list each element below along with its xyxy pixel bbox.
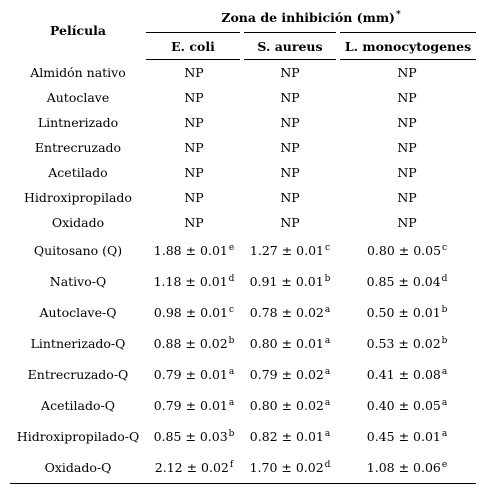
inhibition-value: 0.79 ± 0.02 <box>249 367 324 382</box>
significance-letter: c <box>325 243 331 253</box>
table-row <box>10 60 476 86</box>
inhibition-value-cell <box>242 185 338 210</box>
organism-header-ecoli: E. coli <box>146 33 242 60</box>
inhibition-value: 1.08 ± 0.06 <box>366 460 441 475</box>
inhibition-value-cell <box>146 266 242 297</box>
inhibition-value-cell <box>338 452 476 484</box>
inhibition-value-cell <box>338 110 476 135</box>
significance-letter: a <box>441 429 448 439</box>
table-row <box>10 110 476 135</box>
film-name: Entrecruzado <box>34 140 122 155</box>
table-row <box>10 266 476 297</box>
film-name: Entrecruzado-Q <box>27 367 129 382</box>
inhibition-value-cell <box>242 110 338 135</box>
inhibition-value-cell <box>338 135 476 160</box>
film-name: Autoclave-Q <box>39 305 117 320</box>
inhibition-value-cell <box>242 359 338 390</box>
inhibition-value: 1.70 ± 0.02 <box>249 460 324 475</box>
organism-header-lmonocytogenes: L. monocytogenes <box>338 33 476 60</box>
inhibition-value-cell <box>146 359 242 390</box>
significance-letter: f <box>229 460 234 470</box>
inhibition-value: NP <box>397 115 417 130</box>
film-name: Quitosano (Q) <box>33 243 123 258</box>
inhibition-value-cell <box>242 297 338 328</box>
inhibition-value: NP <box>397 90 417 105</box>
significance-letter: a <box>324 336 331 346</box>
significance-letter: b <box>441 305 448 315</box>
table-row <box>10 160 476 185</box>
significance-letter: d <box>228 274 235 284</box>
inhibition-value: NP <box>280 140 300 155</box>
inhibition-value: 1.18 ± 0.01 <box>153 274 228 289</box>
film-name: Hidroxipropilado <box>24 190 132 205</box>
table-row <box>10 135 476 160</box>
inhibition-value-cell <box>242 390 338 421</box>
inhibition-value-cell <box>146 185 242 210</box>
inhibition-value: NP <box>280 115 300 130</box>
inhibition-value: NP <box>397 65 417 80</box>
table-row <box>10 452 476 484</box>
inhibition-value-cell <box>338 359 476 390</box>
significance-letter: e <box>441 460 448 470</box>
inhibition-value-cell <box>146 60 242 86</box>
inhibition-value-cell <box>146 328 242 359</box>
significance-letter: e <box>228 243 235 253</box>
film-column-header: Película <box>49 23 107 39</box>
inhibition-value: 0.85 ± 0.03 <box>153 429 228 444</box>
film-name: Lintnerizado-Q <box>30 336 126 351</box>
inhibition-value-cell <box>338 185 476 210</box>
inhibition-value-cell <box>242 421 338 452</box>
inhibition-value-cell <box>146 135 242 160</box>
inhibition-value-cell <box>338 390 476 421</box>
film-name: Almidón nativo <box>30 64 126 80</box>
inhibition-value: 2.12 ± 0.02 <box>154 460 229 475</box>
inhibition-value-cell <box>146 110 242 135</box>
inhibition-value: NP <box>280 65 300 80</box>
inhibition-value: 0.85 ± 0.04 <box>366 274 441 289</box>
inhibition-value-cell <box>242 135 338 160</box>
film-name: Oxidado-Q <box>10 452 146 484</box>
inhibition-value: 0.50 ± 0.01 <box>366 305 441 320</box>
inhibition-value: 0.88 ± 0.02 <box>153 336 228 351</box>
inhibition-value-cell <box>338 60 476 86</box>
inhibition-value: NP <box>184 140 204 155</box>
inhibition-value: 0.98 ± 0.01 <box>153 305 229 320</box>
inhibition-value-cell <box>242 60 338 86</box>
inhibition-value-cell <box>242 210 338 235</box>
film-name: Nativo-Q <box>49 274 107 289</box>
table-row <box>10 328 476 359</box>
significance-letter: a <box>441 398 448 408</box>
inhibition-value-cell <box>242 266 338 297</box>
significance-letter: d <box>324 460 331 470</box>
significance-letter: b <box>441 336 448 346</box>
significance-letter: c <box>229 305 235 315</box>
inhibition-value-cell <box>146 235 242 266</box>
inhibition-value: 0.79 ± 0.01 <box>153 367 228 382</box>
inhibition-value: 0.45 ± 0.01 <box>366 429 441 444</box>
inhibition-value: NP <box>184 190 204 205</box>
inhibition-value: 0.79 ± 0.01 <box>153 398 228 413</box>
table-row <box>10 85 476 110</box>
inhibition-value-cell <box>338 421 476 452</box>
significance-letter: a <box>441 367 448 377</box>
inhibition-value-cell <box>338 235 476 266</box>
significance-letter: c <box>442 243 448 253</box>
significance-letter: a <box>228 367 235 377</box>
inhibition-value-cell <box>242 328 338 359</box>
inhibition-value-cell <box>146 297 242 328</box>
inhibition-value-cell <box>242 452 338 484</box>
significance-letter: b <box>228 429 235 439</box>
inhibition-zone-header <box>146 2 476 33</box>
significance-letter: b <box>228 336 235 346</box>
inhibition-value-cell <box>338 297 476 328</box>
significance-letter: a <box>324 429 331 439</box>
inhibition-value-cell <box>242 160 338 185</box>
inhibition-value-cell <box>338 160 476 185</box>
inhibition-value: NP <box>280 90 300 105</box>
inhibition-zone-table <box>10 2 476 484</box>
film-name: Acetilado-Q <box>41 398 115 413</box>
inhibition-value-cell <box>146 390 242 421</box>
inhibition-value: NP <box>397 165 417 180</box>
inhibition-value: NP <box>280 165 300 180</box>
table-row <box>10 421 476 452</box>
inhibition-value: 0.91 ± 0.01 <box>249 274 324 289</box>
inhibition-value-cell <box>338 328 476 359</box>
significance-letter: b <box>324 274 331 284</box>
significance-letter: a <box>228 398 235 408</box>
inhibition-value: NP <box>397 140 417 155</box>
table-row <box>10 210 476 235</box>
significance-letter: a <box>324 305 331 315</box>
film-name: Hidroxipropilado-Q <box>16 429 140 444</box>
inhibition-value-cell <box>338 210 476 235</box>
inhibition-value: 0.80 ± 0.01 <box>249 336 324 351</box>
inhibition-value-cell <box>146 160 242 185</box>
film-name: Autoclave <box>46 90 110 105</box>
inhibition-value-cell <box>146 210 242 235</box>
table-row <box>10 390 476 421</box>
table-body <box>10 60 476 484</box>
inhibition-value-cell <box>242 235 338 266</box>
inhibition-value: NP <box>280 215 300 230</box>
inhibition-value: 0.80 ± 0.02 <box>249 398 324 413</box>
film-name: Acetilado <box>48 165 108 180</box>
organism-header-saureus: S. aureus <box>242 33 338 60</box>
inhibition-value: 0.40 ± 0.05 <box>366 398 441 413</box>
inhibition-value-cell <box>338 266 476 297</box>
table-row <box>10 359 476 390</box>
inhibition-value-cell <box>146 421 242 452</box>
inhibition-value: 0.82 ± 0.01 <box>249 429 324 444</box>
inhibition-value: 0.80 ± 0.05 <box>366 243 442 258</box>
inhibition-value: 0.78 ± 0.02 <box>249 305 324 320</box>
significance-letter: d <box>441 274 448 284</box>
inhibition-value: 1.88 ± 0.01 <box>153 243 228 258</box>
inhibition-value: 0.53 ± 0.02 <box>366 336 441 351</box>
inhibition-value: NP <box>397 190 417 205</box>
inhibition-value: NP <box>184 165 204 180</box>
film-name: Lintnerizado <box>37 115 119 130</box>
table-row <box>10 297 476 328</box>
inhibition-value-cell <box>242 85 338 110</box>
film-name: Oxidado <box>51 215 105 230</box>
significance-letter: a <box>324 398 331 408</box>
inhibition-value: NP <box>184 215 204 230</box>
inhibition-value: NP <box>184 115 204 130</box>
inhibition-value: NP <box>280 190 300 205</box>
inhibition-value: NP <box>184 65 204 80</box>
inhibition-zone-label: Zona de inhibición (mm) <box>221 9 395 25</box>
inhibition-value: 0.41 ± 0.08 <box>366 367 441 382</box>
inhibition-value-cell <box>146 452 242 484</box>
inhibition-value: NP <box>184 90 204 105</box>
table-row <box>10 235 476 266</box>
inhibition-value-cell <box>146 85 242 110</box>
inhibition-value: NP <box>397 215 417 230</box>
inhibition-value: 1.27 ± 0.01 <box>249 243 325 258</box>
table-row <box>10 185 476 210</box>
significance-letter: a <box>324 367 331 377</box>
inhibition-value-cell <box>338 85 476 110</box>
inhibition-zone-footnote-mark: * <box>395 9 401 20</box>
